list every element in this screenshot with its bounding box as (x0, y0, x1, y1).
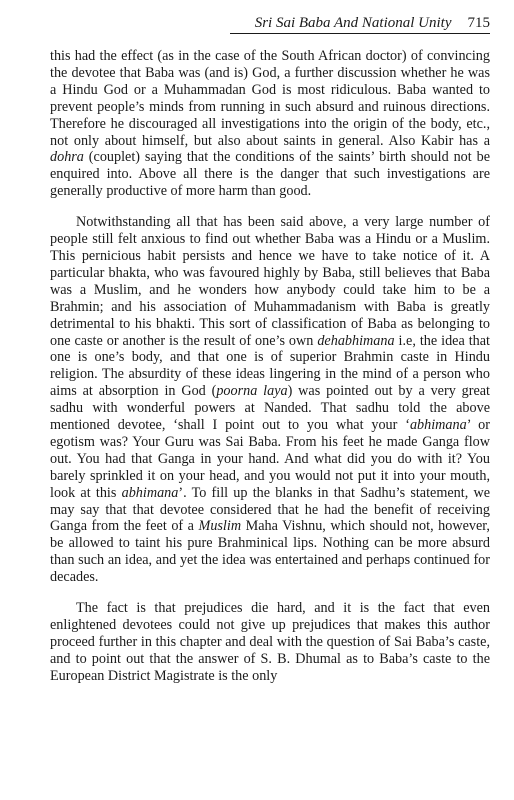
text-span: Notwithstanding all that has been said above, a very large number of people still felt anxious to find out whether Baba was a Hindu or a Muslim. This pernicious habit persists and hence we have to take notice of it. A particular bhakta, who was favoured highly by Baba, still believes that Baba was a Muslim, and he wonders how anybody could take him to be a Brahmin; and his association of Muhammadanism with Baba is greatly detrimental to his bhakti. This sort of classification of Baba as belonging to one caste or another is the result of one’s own (50, 214, 490, 349)
text-span: i.e, the idea that one is one’s body, and that one is of superior Brahmin caste in Hindu religion. The absurdity of these ideas lingering in the mind of a person who aims at absorption in God ( (50, 332, 490, 400)
text-span: ) was pointed out by a very great sadhu with wonderful powers at Nanded. That sadhu told the above mentioned devotee, ‘shall I point out to you what your ‘ (50, 383, 490, 434)
running-header (230, 14, 490, 34)
page-number: 715 (467, 15, 490, 31)
italic-term-abhimana: abhimana (409, 417, 467, 434)
running-title: Sri Sai Baba And National Unity (254, 15, 452, 31)
text-span: ’. To fill up the blanks in that Sadhu’s statement, we may say that that devotee considered that he had the benefit of receiving Ganga from the feet of a (50, 484, 491, 535)
italic-term-abhimana: abhimana (121, 484, 179, 501)
italic-term-poorna-laya: poorna laya (216, 383, 288, 400)
paragraph-3 (50, 600, 490, 685)
italic-term-dehabhimana: dehabhimana (317, 332, 395, 349)
italic-term-dohra: dohra (50, 149, 84, 166)
italic-term-muslim: Muslim (198, 518, 242, 535)
text-span: this had the effect (as in the case of the South African doctor) of convincing the devotee that Baba was (and is) God, a further discussion whether he was a Hindu God or a Muhammadan God is most ridiculous. Baba wanted to prevent people’s minds from running in such absurd and ruinous directions. Therefore he discouraged all investigations into the origin of the body, etc., not only about himself, but also about saints in general. Also Kabir has a (50, 48, 490, 149)
paragraph-1 (50, 48, 490, 200)
text-span: Maha Vishnu, which should not, however, be allowed to taint his pure Brahminical lips. Nothing can be more absurd than such an idea, and yet the idea was entertained and perhaps continued for decades. (50, 518, 490, 586)
body-text (50, 48, 490, 685)
text-span: (couplet) saying that the conditions of the saints’ birth should not be enquired into. Above all there is the danger that such investigations are generally productive of more harm than good. (50, 149, 490, 200)
text-span: ’ or egotism was? Your Guru was Sai Baba. From his feet he made Ganga flow out. You had that Ganga in your hand. And what did you do with it? You barely sprinkled it on your head, and you would not put it into your mouth, look at this (50, 417, 490, 501)
text-span: The fact is that prejudices die hard, and it is the fact that even enlightened devotees could not give up prejudices that makes this author proceed further in this chapter and deal with the question of Sai Baba’s caste, and to point out that the answer of S. B. Dhumal as to Baba’s caste to the European District Magistrate is the only (50, 600, 490, 684)
paragraph-2 (50, 214, 490, 586)
